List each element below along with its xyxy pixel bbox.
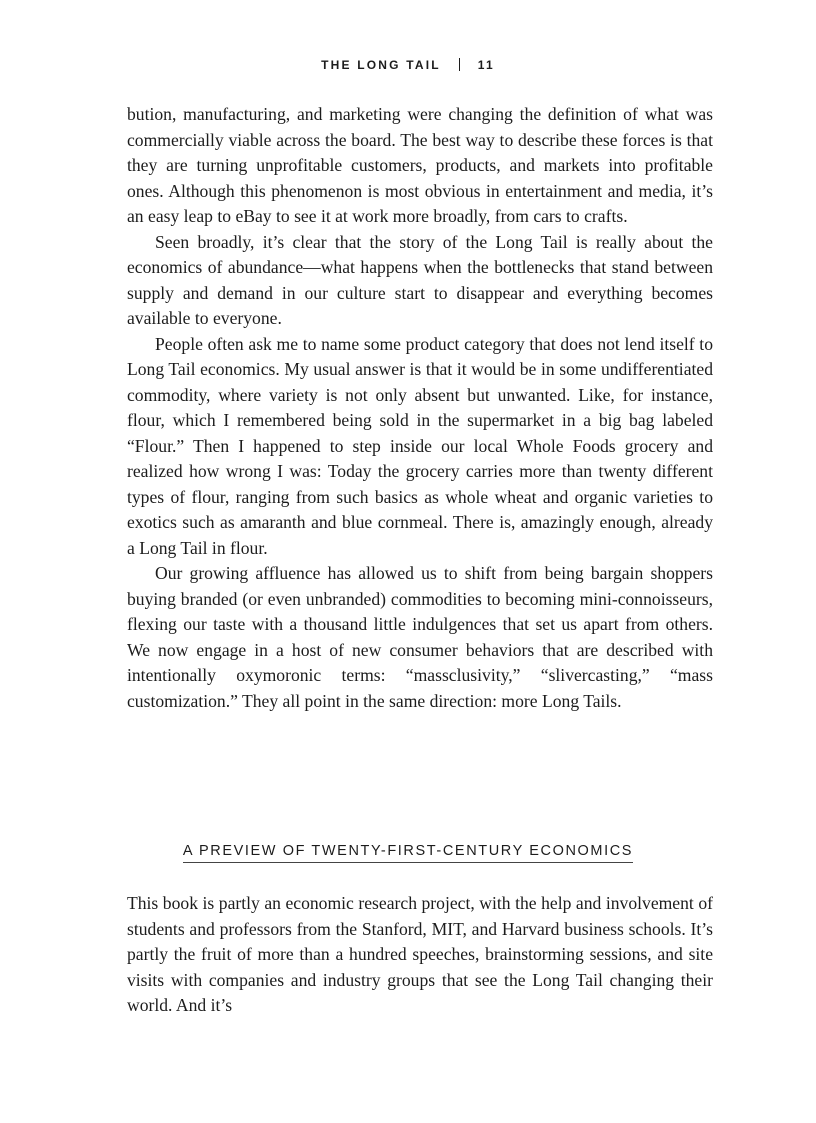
paragraph-continued: bution, manufacturing, and marketing were changing the definition of what was commercially viable across the board. The best way to describe these forces is that they are turning unprofitable customers, products, and markets into profitable ones. Although this phenomenon is most obvious in entertainment and media, it’s an easy leap to eBay to see it at work more broadly, from cars to crafts. [127, 104, 713, 226]
running-head-divider [459, 58, 460, 71]
page-number: 11 [477, 58, 495, 72]
section-heading-text: A PREVIEW OF TWENTY-FIRST-CENTURY ECONOMICS [183, 843, 633, 863]
paragraph: People often ask me to name some product category that does not lend itself to Long Tail economics. My usual answer is that it would be in some undifferentiated commodity, where variety is not only absent but unwanted. Like, for instance, flour, which I remembered being sold in the supermarket in a big bag labeled “Flour.” Then I happened to step inside our local Whole Foods grocery and realized how wrong I was: Today the grocery carries more than twenty different types of flour, ranging from such basics as whole wheat and organic varieties to exotics such as amaranth and blue cornmeal. There is, amazingly enough, already a Long Tail in flour. [127, 333, 713, 558]
running-head-title: THE LONG TAIL [321, 58, 441, 72]
body-text-top [127, 102, 713, 714]
body-text-section [127, 891, 713, 1019]
running-head [0, 58, 816, 72]
section-heading [0, 843, 816, 863]
paragraph: This book is partly an economic research project, with the help and involvement of students and professors from the Stanford, MIT, and Harvard business schools. It’s partly the fruit of more than a hundred speeches, brainstorming sessions, and site visits with companies and industry groups that see the Long Tail changing their world. And it’s [127, 893, 713, 1015]
paragraph: Seen broadly, it’s clear that the story of the Long Tail is really about the economics of abundance—what happens when the bottlenecks that stand between supply and demand in our culture start to disappear and everything becomes available to everyone. [127, 231, 713, 328]
paragraph: Our growing affluence has allowed us to shift from being bargain shoppers buying branded (or even unbranded) commodities to becoming mini-connoisseurs, flexing our taste with a thousand little indulgences that set us apart from others. We now engage in a host of new consumer behaviors that are described with intentionally oxymoronic terms: “massclusivity,” “slivercasting,” “mass customization.” They all point in the same direction: more Long Tails. [127, 563, 713, 711]
